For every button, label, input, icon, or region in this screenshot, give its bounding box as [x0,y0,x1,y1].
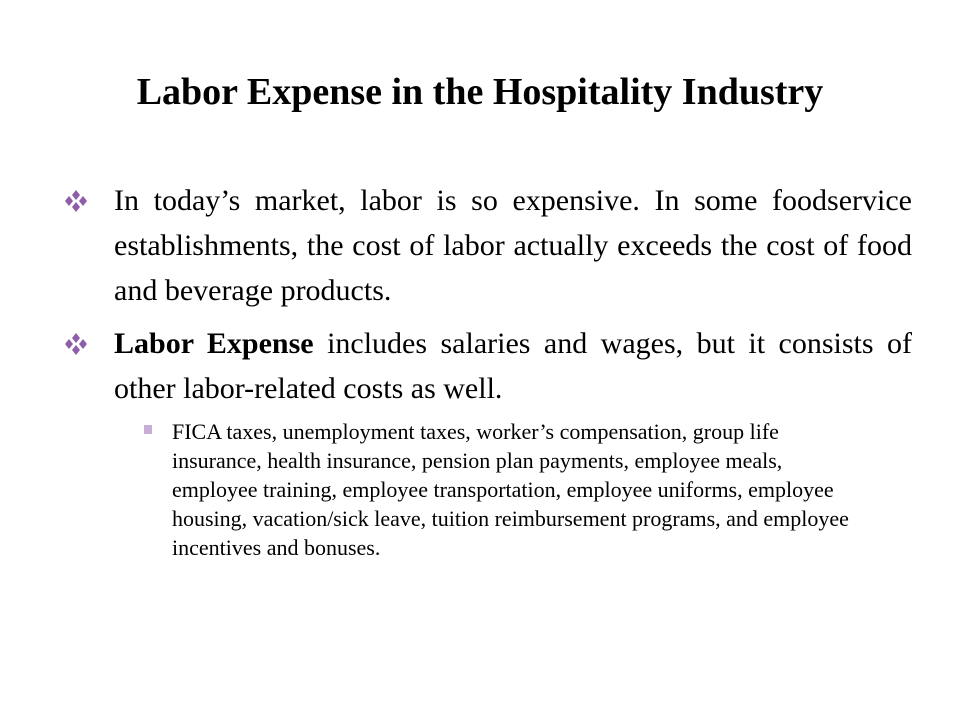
diamond-cluster-icon [62,333,90,355]
diamond-cluster-icon [62,190,90,212]
square-bullet-icon [144,425,152,434]
sub-bullet-text: FICA taxes, unemployment taxes, worker’s compensation, group life insurance, health insurance, pension plan payments, employee meals, employee training, employee transportation, employee uniforms, employee housing, vacation/sick leave, tuition reimbursement programs, and employee incentives and bonuses. [172,419,849,560]
bullet-item [62,178,912,313]
bullet-bold-lead: Labor Expense [114,327,314,360]
slide-title: Labor Expense in the Hospitality Industry [136,71,824,113]
bullet-text: In today’s market, labor is so expensive. In some foodservice establishments, the cost of labor actually exceeds the cost of food and beverage products. [114,184,912,307]
slide-content [62,178,912,562]
sub-bullet-item [172,417,882,562]
bullet-item [62,321,912,411]
bullet-text: includes salaries and wages, but it consists of other labor-related costs as well. [114,327,912,405]
